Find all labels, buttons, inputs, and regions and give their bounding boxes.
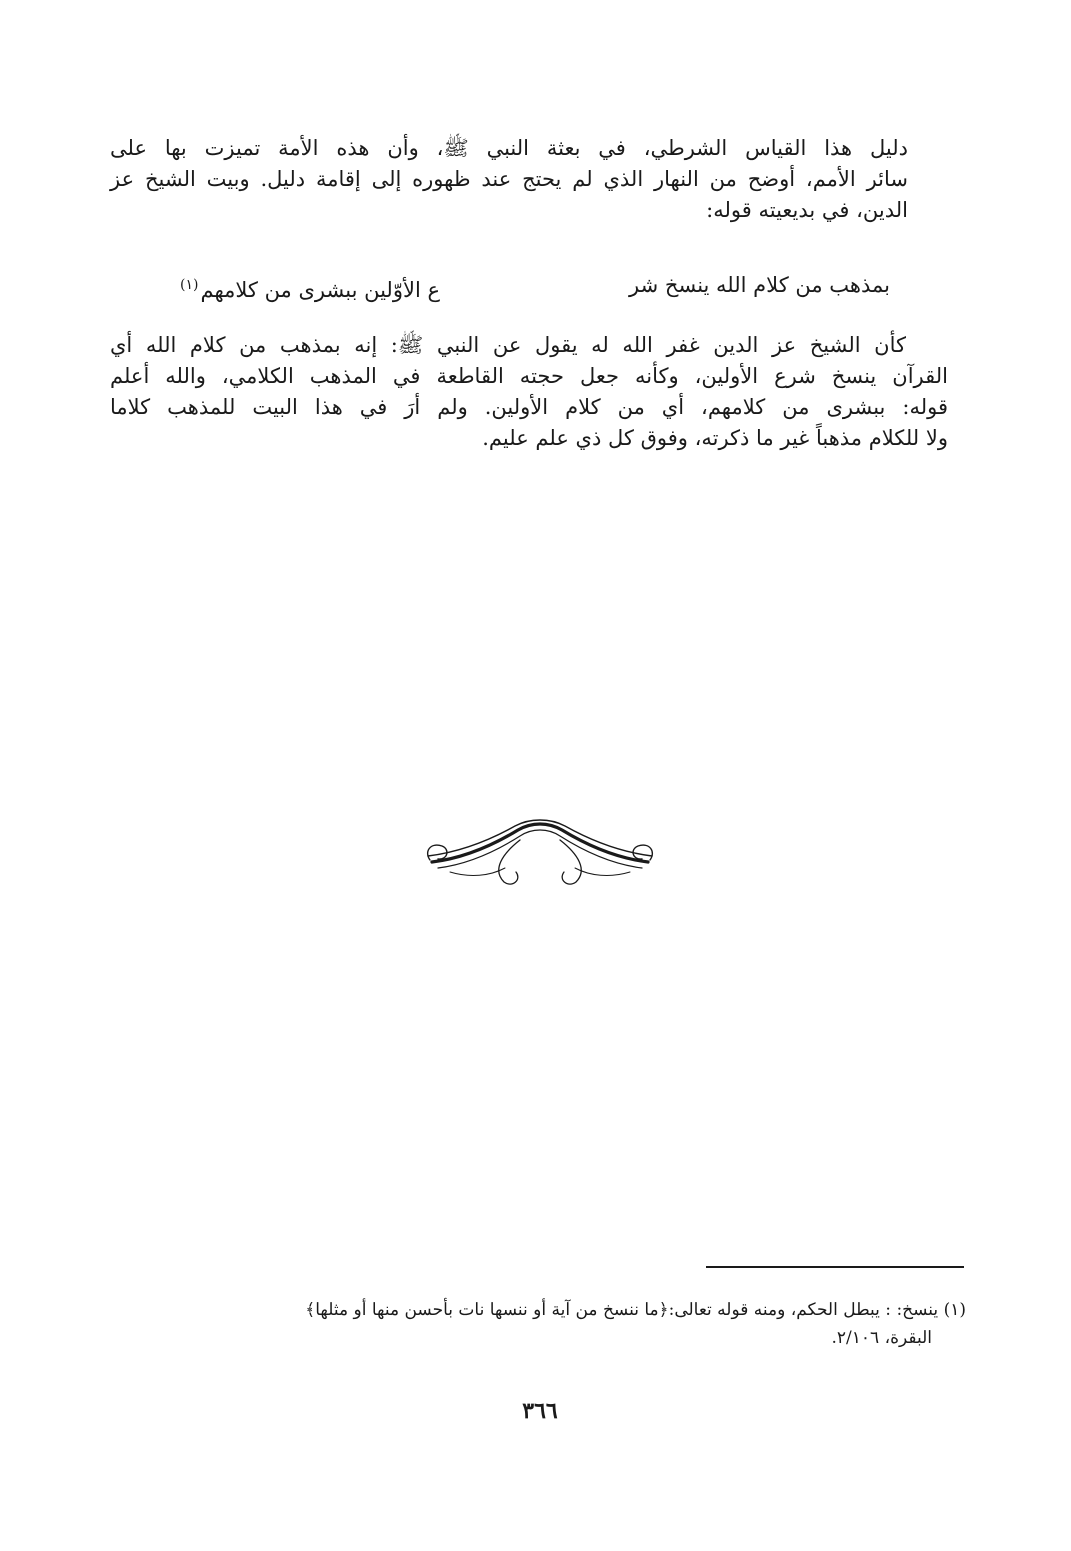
footnote-line-2: البقرة، ٢/١٠٦. [831, 1328, 932, 1348]
paragraph-1-line-2: سائر الأمم، أوضح من النهار الذي لم يحتج عند ظهوره إلى إقامة دليل. وبيت الشيخ عز [110, 167, 908, 191]
verse-second-hemistich-wrap [180, 270, 440, 306]
poetry-verse [180, 270, 890, 306]
paragraph-2-line-3: قوله: ببشرى من كلامهم، أي من كلام الأولين. ولم أرَ في هذا البيت للمذهب كلاما [110, 395, 948, 419]
decorative-flourish-ornament [420, 812, 660, 892]
verse-second-hemistich: ع الأوّلين ببشرى من كلامهم [200, 278, 440, 302]
paragraph-2-line-2: القرآن ينسخ شرع الأولين، وكأنه جعل حجته القاطعة في المذهب الكلامي، والله أعلم [110, 364, 948, 388]
page-number: ٣٦٦ [522, 1398, 558, 1424]
paragraph-1 [110, 133, 948, 226]
paragraph-2-line-1: كأن الشيخ عز الدين غفر الله له يقول عن النبي ﷺ: إنه بمذهب من كلام الله أي [110, 333, 906, 357]
paragraph-2-line-4: ولا للكلام مذهباً غير ما ذكرته، وفوق كل ذي علم عليم. [482, 426, 948, 450]
footnote [118, 1296, 966, 1352]
verse-first-hemistich: بمذهب من كلام الله ينسخ شر [629, 273, 890, 297]
footnote-line-1: (١) ينسخ: : يبطل الحكم، ومنه قوله تعالى:﴿ما ننسخ من آية أو ننسها نات بأحسن منها أو مثلها﴾ [305, 1300, 966, 1320]
paragraph-1-line-1: دليل هذا القياس الشرطي، في بعثة النبي ﷺ، وأن هذه الأمة تميزت بها على [110, 136, 908, 160]
paragraph-2 [110, 330, 948, 454]
paragraph-1-line-3: الدين، في بديعيته قوله: [706, 198, 908, 222]
footnote-separator-rule [706, 1266, 964, 1268]
footnote-reference[interactable]: (١) [180, 277, 199, 293]
